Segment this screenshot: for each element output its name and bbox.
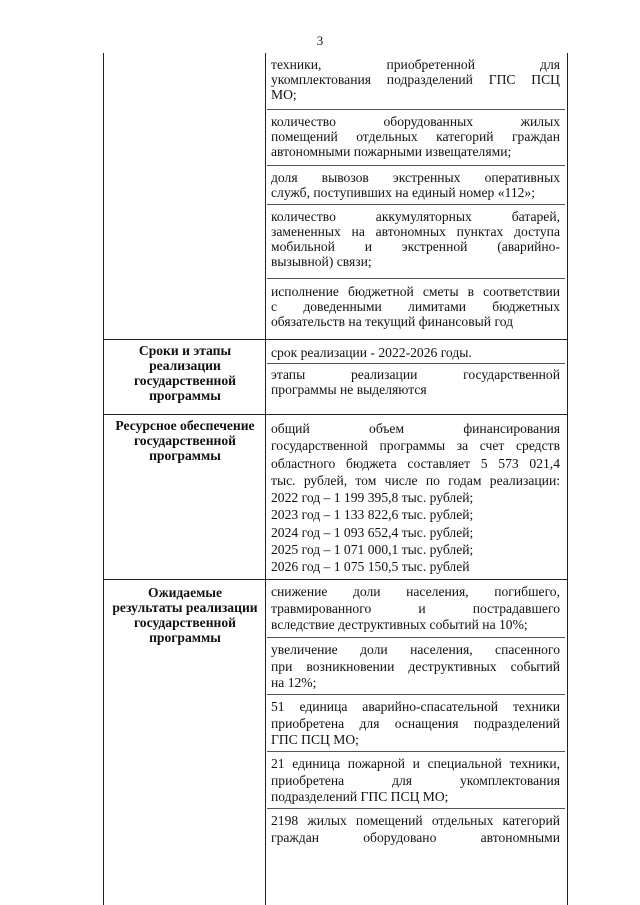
item-separator [267,278,565,279]
row3-funding: общий объем финансирования государственной программы за счет средств областного бюджета составляет 5 573 021,4 тыс. рублей, том числе по годам реализации: 2022 год – 1 199 395,8 тыс. рублей; 2023 год – 1 133 822,6 тыс. рублей; 2024 год – 1 093 652,4 тыс. рублей; 2025 год – 1 071 000,1 тыс. рублей; 2026 год – 1 075 150,5 тыс. рублей [271,421,560,575]
column-divider [265,53,266,905]
row-divider [104,414,567,415]
row-divider [104,579,567,580]
item-separator [267,204,565,205]
page-number: 3 [316,33,324,48]
row2-label: Сроки и этапы реализации государственной программы [133,343,237,403]
row1-item-3: доля вывозов экстренных оперативных служб, поступивших на единый номер «112»; [271,170,560,200]
item-separator [267,363,565,364]
item-separator [267,637,565,638]
row1-item-1: техники, приобретенной для укомплектования подразделений ГПС ПСЦ МО; [271,57,560,102]
row4-item-3: 51 единица аварийно-спасательной техники приобретена для оснащения подразделений ГПС ПСЦ МО; [271,699,560,747]
row4-label: Ожидаемые результаты реализации государственной программы [112,585,258,645]
row1-item-5: исполнение бюджетной сметы в соответствии с доведенными лимитами бюджетных обязательств на текущий финансовый год [271,284,560,329]
item-separator [267,808,565,809]
item-separator [267,165,565,166]
row4-item-4: 21 единица пожарной и специальной техники, приобретена для укомплектования подразделений ГПС ПСЦ МО; [271,756,560,804]
row2-item-1: срок реализации - 2022-2026 годы. [271,345,472,360]
row1-item-4: количество аккумуляторных батарей, замененных на автономных пунктах доступа мобильной и экстренной (аварийно- вызывной) связи; [271,209,560,269]
row1-items [271,57,560,102]
row4-item-5: 2198 жилых помещений отдельных категорий граждан оборудовано автономными [271,813,560,845]
row4-item-1: снижение доли населения, погибшего, травмированного и пострадавшего вследствие деструктивных событий на 10%; [271,584,560,632]
row2-item-2: этапы реализации государственной программы не выделяются [271,367,560,397]
item-separator [267,694,565,695]
row-divider [104,339,567,340]
program-passport-table [103,53,568,905]
item-separator [267,751,565,752]
row3-label: Ресурсное обеспечение государственной программы [115,418,255,463]
item-separator [267,109,565,110]
row4-item-2: увеличение доли населения, спасенного при возникновении деструктивных событий на 12%; [271,642,560,690]
row1-item-2: количество оборудованных жилых помещений отдельных категорий граждан автономными пожарными извещателями; [271,114,560,159]
